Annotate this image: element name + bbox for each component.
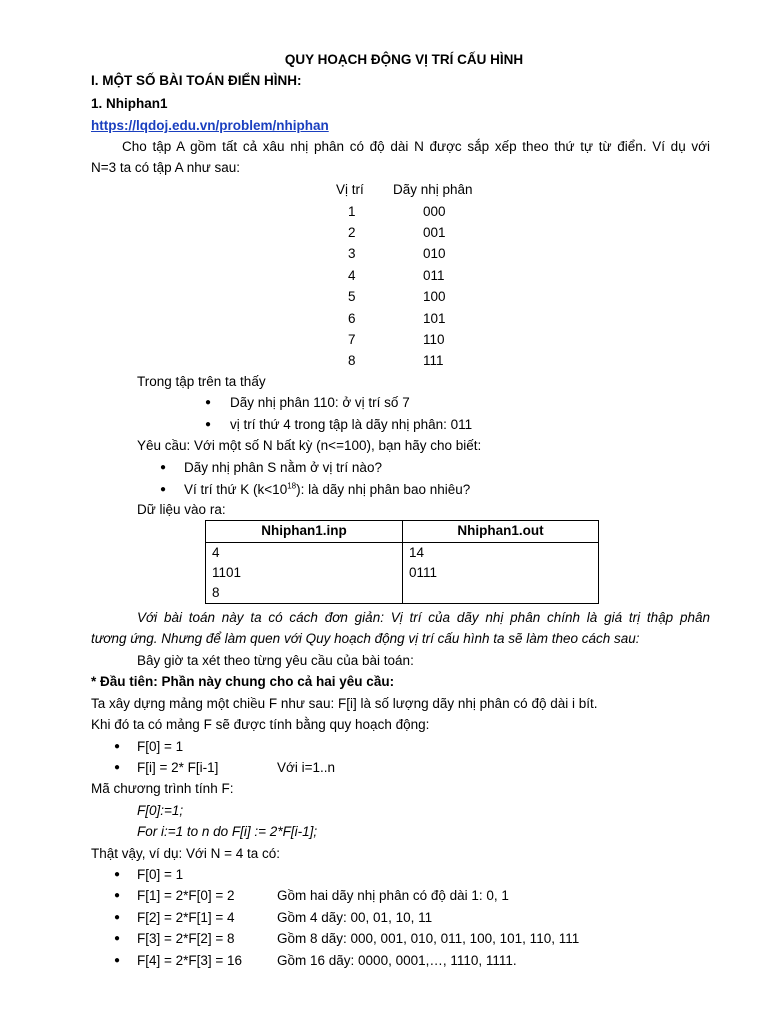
intro-line-1: Cho tập A gồm tất cả xâu nhị phân có độ dài N được sắp xếp theo thứ tự từ điển. Ví dụ với xyxy=(122,139,710,154)
build-text: Ta xây dựng mảng một chiều F như sau: F[i] là số lượng dãy nhị phân có độ dài i bít. xyxy=(91,696,598,711)
note-line-1: Với bài toán này ta có cách đơn giản: Vị trí của dãy nhị phân chính là giá trị thập phân xyxy=(137,610,710,625)
io-label: Dữ liệu vào ra: xyxy=(137,502,226,517)
example-formula: F[2] = 2*F[1] = 4 xyxy=(137,910,235,925)
intro-line-2: N=3 ta có tập A như sau: xyxy=(91,160,241,175)
section-heading: I. MỘT SỐ BÀI TOÁN ĐIỂN HÌNH: xyxy=(91,73,302,88)
consider-text: Bây giờ ta xét theo từng yêu cầu của bài toán: xyxy=(137,653,414,668)
problem-link[interactable]: https://lqdoj.edu.vn/problem/nhiphan xyxy=(91,118,329,133)
code-line: For i:=1 to n do F[i] := 2*F[i-1]; xyxy=(137,824,318,839)
example-note: Gồm 8 dãy: 000, 001, 010, 011, 100, 101, 110, 111 xyxy=(277,931,580,946)
request-text: Yêu cầu: Với một số N bất kỳ (n<=100), bạn hãy cho biết: xyxy=(137,438,482,453)
table-row-binary: 111 xyxy=(423,353,444,368)
bullet-icon: ● xyxy=(114,741,121,752)
observe-item: Dãy nhị phân 110: ở vị trí số 7 xyxy=(230,395,410,410)
request-item-text: ): là dãy nhị phân bao nhiêu? xyxy=(296,482,471,497)
bullet-icon: ● xyxy=(205,397,212,408)
table-row-binary: 110 xyxy=(423,332,445,347)
bullet-icon: ● xyxy=(114,762,121,773)
dp-formula: F[0] = 1 xyxy=(137,739,184,754)
table-row-position: 7 xyxy=(348,332,356,347)
bullet-icon: ● xyxy=(114,869,121,880)
observe-text: Trong tập trên ta thấy xyxy=(137,374,266,389)
request-item: Dãy nhị phân S nằm ở vị trí nào? xyxy=(184,460,382,475)
bullet-icon: ● xyxy=(205,419,212,430)
request-item-text: Ví trí thứ K (k<10 xyxy=(184,482,288,497)
superscript-exponent: 18 xyxy=(287,481,297,491)
bullet-icon: ● xyxy=(160,462,167,473)
example-formula: F[1] = 2*F[0] = 2 xyxy=(137,888,235,903)
table-row-binary: 100 xyxy=(423,289,446,304)
example-note: Gồm hai dãy nhị phân có độ dài 1: 0, 1 xyxy=(277,888,509,903)
example-note: Gồm 4 dãy: 00, 01, 10, 11 xyxy=(277,910,433,925)
io-output-line: 14 xyxy=(409,545,425,560)
table-row-binary: 001 xyxy=(423,225,446,240)
io-input-line: 4 xyxy=(212,545,220,560)
note-line-2: tương ứng. Nhưng để làm quen với Quy hoạch động vị trí cấu hình ta sẽ làm theo cách sau: xyxy=(91,631,640,646)
io-input-cell xyxy=(206,543,403,604)
bullet-icon: ● xyxy=(114,912,121,923)
page-title: QUY HOẠCH ĐỘNG VỊ TRÍ CẤU HÌNH xyxy=(284,52,524,67)
dp-formula: F[i] = 2* F[i-1] xyxy=(137,760,219,775)
example-formula: F[4] = 2*F[3] = 16 xyxy=(137,953,243,968)
bullet-icon: ● xyxy=(114,890,121,901)
bullet-icon: ● xyxy=(160,484,167,495)
io-output-line: 0111 xyxy=(409,565,438,580)
table-row-position: 1 xyxy=(348,204,356,219)
table-row-binary: 101 xyxy=(423,311,446,326)
problem-title: 1. Nhiphan1 xyxy=(91,96,168,111)
table-row-position: 5 xyxy=(348,289,356,304)
table-row-position: 3 xyxy=(348,246,356,261)
table-row-position: 4 xyxy=(348,268,356,283)
table-row-binary: 010 xyxy=(423,246,446,261)
example-formula: F[3] = 2*F[2] = 8 xyxy=(137,931,235,946)
code-label: Mã chương trình tính F: xyxy=(91,781,234,796)
then-text: Khi đó ta có mảng F sẽ được tính bằng quy hoạch động: xyxy=(91,717,430,732)
bullet-icon: ● xyxy=(114,933,121,944)
example-note: Gồm 16 dãy: 0000, 0001,…, 1110, 1111. xyxy=(277,953,517,968)
io-input-line: 1101 xyxy=(212,565,242,580)
binary-header: Dãy nhị phân xyxy=(393,182,473,197)
bullet-icon: ● xyxy=(114,955,121,966)
io-table xyxy=(205,520,599,604)
example-formula: F[0] = 1 xyxy=(137,867,184,882)
table-row-position: 6 xyxy=(348,311,356,326)
table-row-position: 2 xyxy=(348,225,356,240)
io-header-input: Nhiphan1.inp xyxy=(206,521,403,543)
code-line: F[0]:=1; xyxy=(137,803,184,818)
example-text: Thật vậy, ví dụ: Với N = 4 ta có: xyxy=(91,846,281,861)
io-output-cell xyxy=(403,543,599,604)
observe-item: vị trí thứ 4 trong tập là dãy nhị phân: 011 xyxy=(230,417,473,432)
dp-note: Với i=1..n xyxy=(277,760,336,775)
table-row-binary: 011 xyxy=(423,268,445,283)
io-input-line: 8 xyxy=(212,585,220,600)
table-row-position: 8 xyxy=(348,353,356,368)
request-item xyxy=(184,479,470,500)
io-header-output: Nhiphan1.out xyxy=(403,521,599,543)
table-row-binary: 000 xyxy=(423,204,446,219)
position-header: Vị trí xyxy=(336,182,364,197)
part-heading: * Đầu tiên: Phần này chung cho cả hai yêu cầu: xyxy=(91,674,395,689)
